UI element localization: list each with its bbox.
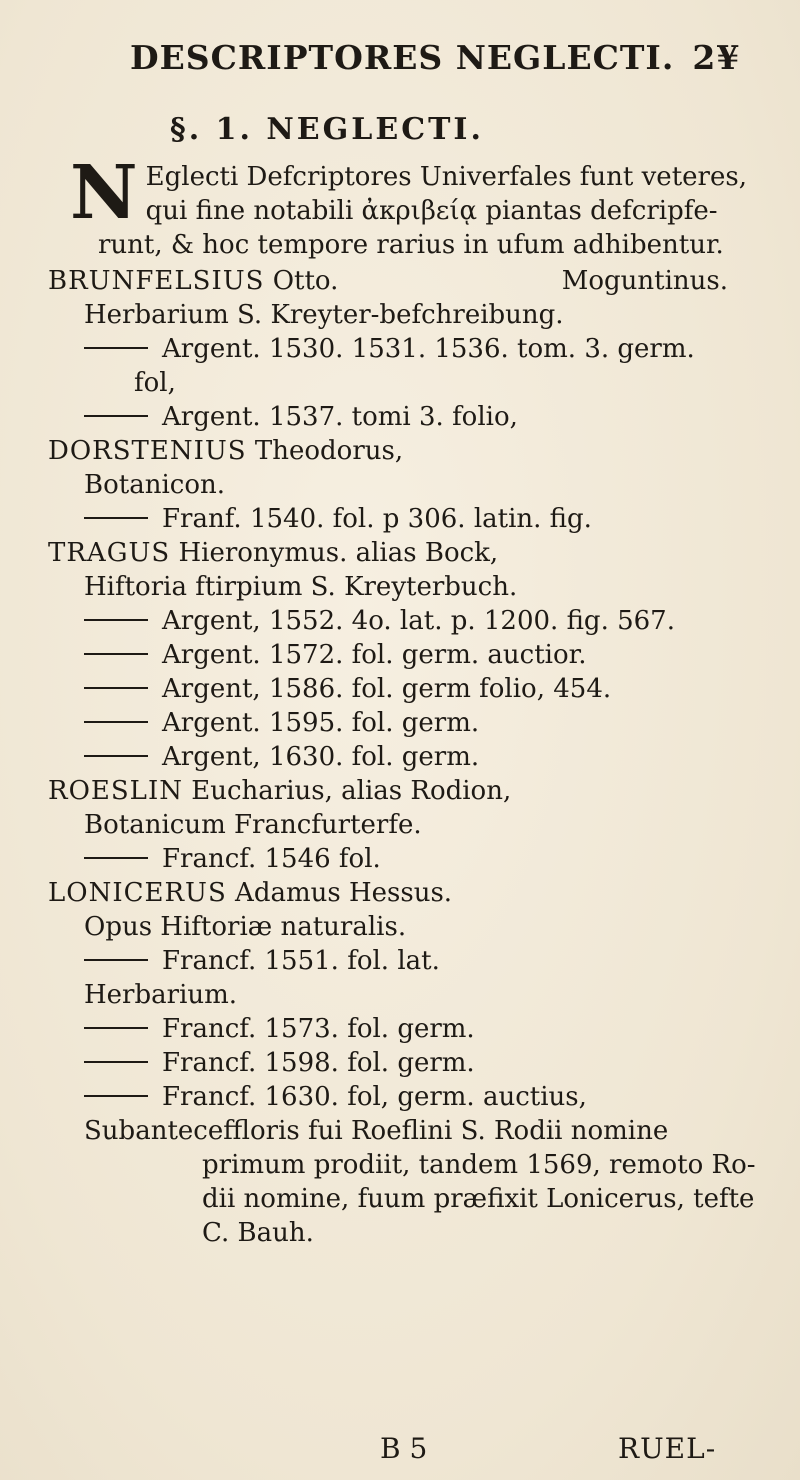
author-name: LONICERUS [48, 878, 227, 908]
ditto-dash [84, 687, 148, 689]
catchword: RUEL- [618, 1432, 717, 1465]
ditto-dash [84, 1061, 148, 1063]
signature-mark: B 5 [380, 1432, 428, 1465]
ditto-dash [84, 415, 148, 417]
bibliography-line [48, 944, 778, 978]
entry-text: Argent, 1552. 4o. lat. p. 1200. fig. 567. [162, 606, 675, 636]
ditto-dash [84, 517, 148, 519]
ditto-dash [84, 1095, 148, 1097]
bibliography-line [48, 1080, 778, 1114]
ditto-dash [84, 721, 148, 723]
entry-text: Francf. 1546 fol. [162, 844, 381, 874]
drop-cap: N [70, 150, 138, 236]
ditto-dash [84, 619, 148, 621]
bibliography-line [48, 740, 778, 774]
section-title: §. 1. NEGLECTI. [170, 112, 484, 147]
entry-text: fol, [134, 368, 176, 398]
entry-text: Argent, 1630. fol. germ. [162, 742, 480, 772]
entry-place: Moguntinus. [561, 266, 728, 296]
intro-line: runt, & hoc tempore rarius in ufum adhibentur. [98, 230, 724, 260]
ditto-dash [84, 653, 148, 655]
entry-text: Botanicon. [84, 470, 225, 500]
entry-text: Botanicum Francfurterfe. [84, 810, 422, 840]
entry-text: Opus Hiftoriæ naturalis. [84, 912, 407, 942]
bibliography-line [48, 536, 778, 570]
bibliography-line [48, 400, 778, 434]
author-name: TRAGUS [48, 538, 171, 568]
bibliography-line [48, 570, 778, 604]
entry-text: Herbarium. [84, 980, 238, 1010]
entry-text: Herbarium S. Kreyter-befchreibung. [84, 300, 564, 330]
entry-text: Argent, 1586. fol. germ folio, 454. [162, 674, 612, 704]
bibliography-list [48, 264, 778, 1250]
bibliography-line [48, 298, 778, 332]
ditto-dash [84, 1027, 148, 1029]
entry-text: Franf. 1540. fol. p 306. latin. fig. [162, 504, 592, 534]
entry-text: dii nomine, fuum præfixit Lonicerus, tefte [202, 1184, 755, 1214]
entry-text: Francf. 1573. fol. germ. [162, 1014, 475, 1044]
entry-text: Subanteceffloris fui Roeflini S. Rodii nomine [84, 1116, 669, 1146]
ditto-dash [84, 857, 148, 859]
entry-text: Theodorus, [254, 436, 404, 466]
entry-text: primum prodiit, tandem 1569, remoto Ro- [202, 1150, 756, 1180]
entry-text: Hiftoria ftirpium S. Kreyterbuch. [84, 572, 518, 602]
bibliography-line [48, 774, 778, 808]
bibliography-line [48, 876, 778, 910]
entry-text: Adamus Hessus. [235, 878, 453, 908]
entry-text: Argent. 1537. tomi 3. folio, [162, 402, 518, 432]
entry-text: Argent. 1530. 1531. 1536. tom. 3. germ. [162, 334, 695, 364]
bibliography-line [48, 604, 778, 638]
bibliography-line [48, 434, 778, 468]
bibliography-line [48, 706, 778, 740]
bibliography-line [48, 1046, 778, 1080]
entry-text: Argent. 1572. fol. germ. auctior. [162, 640, 587, 670]
bibliography-line [48, 978, 778, 1012]
entry-text: Eucharius, alias Rodion, [191, 776, 512, 806]
entry-text: Hieronymus. alias Bock, [178, 538, 499, 568]
bibliography-line [48, 672, 778, 706]
bibliography-line [48, 808, 778, 842]
entry-text: C. Bauh. [202, 1218, 314, 1248]
running-title: DESCRIPTORES NEGLECTI. [130, 38, 675, 77]
bibliography-line [48, 1148, 778, 1182]
entry-text: Otto. [272, 266, 339, 296]
bibliography-line [48, 332, 778, 366]
author-name: ROESLIN [48, 776, 183, 806]
entry-text: Argent. 1595. fol. germ. [162, 708, 480, 738]
intro-line: qui fine notabili ἀκριβείᾳ piantas defcripfe- [145, 196, 718, 226]
ditto-dash [84, 347, 148, 349]
running-header [130, 38, 750, 77]
page-number: 2¥ [692, 38, 741, 77]
author-name: BRUNFELSIUS [48, 266, 265, 296]
bibliography-line [48, 1182, 778, 1216]
bibliography-line [48, 366, 778, 400]
bibliography-line [48, 1012, 778, 1046]
intro-paragraph [70, 150, 770, 262]
bibliography-line [48, 638, 778, 672]
ditto-dash [84, 755, 148, 757]
intro-line: Eglecti Defcriptores Univerfales funt veteres, [145, 162, 747, 192]
entry-text: Francf. 1630. fol, germ. auctius, [162, 1082, 587, 1112]
entry-text: Francf. 1598. fol. germ. [162, 1048, 475, 1078]
bibliography-line [48, 1114, 778, 1148]
entry-text: Francf. 1551. fol. lat. [162, 946, 440, 976]
bibliography-line [48, 910, 778, 944]
bibliography-line [48, 1216, 778, 1250]
bibliography-line [48, 502, 778, 536]
bibliography-line [48, 264, 778, 298]
bibliography-line [48, 468, 778, 502]
author-name: DORSTENIUS [48, 436, 247, 466]
ditto-dash [84, 959, 148, 961]
bibliography-line [48, 842, 778, 876]
